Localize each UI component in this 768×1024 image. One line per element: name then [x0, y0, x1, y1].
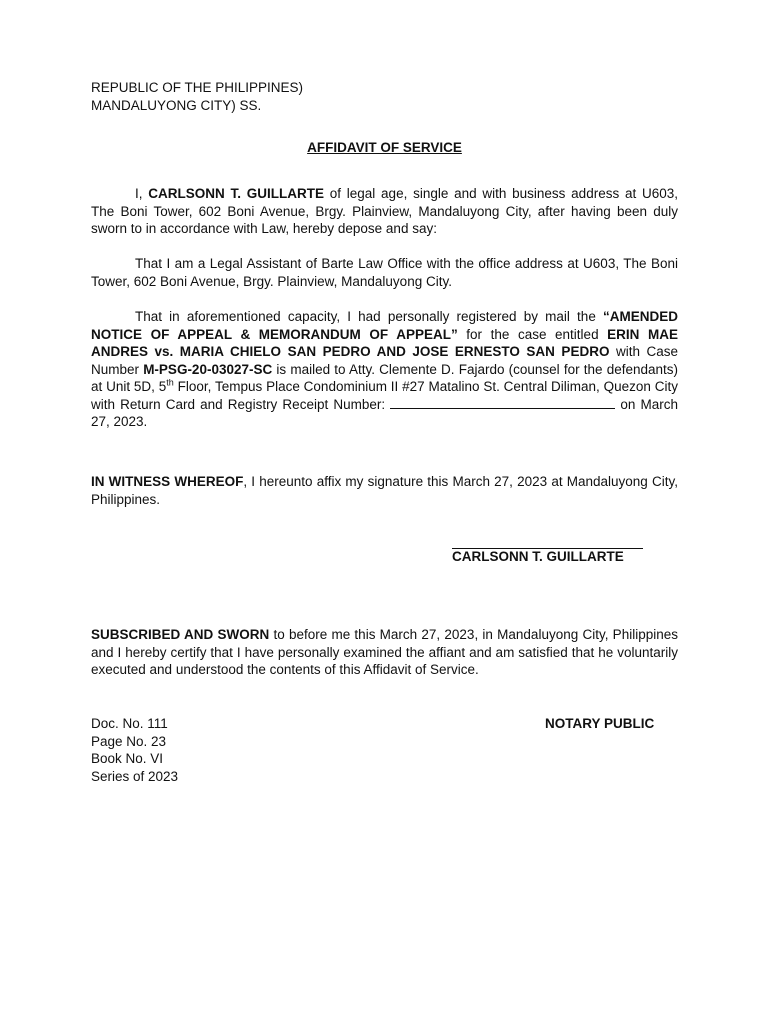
service-text-4: is mailed to Atty. Clemente D. Fajardo (counsel for the defendants) at Unit 5D, 5	[91, 361, 679, 394]
service-text-5: Floor, Tempus Place Condominium II #27 Matalino St. Central Diliman, Quezon City with Return Card and Registry Receipt Number:	[91, 379, 678, 412]
doc-number: Doc. No. 111	[91, 716, 168, 731]
intro-text-1: I,	[135, 186, 149, 201]
served-document-title: “AMENDED NOTICE OF APPEAL & MEMORANDUM OF APPEAL”	[91, 309, 678, 342]
affiant-name: CARLSONN T. GUILLARTE	[148, 186, 325, 201]
venue-heading	[91, 79, 303, 114]
ordinal-suffix: th	[166, 377, 174, 388]
notary-public-label: NOTARY PUBLIC	[545, 716, 655, 731]
jurat-heading: SUBSCRIBED AND SWORN	[91, 627, 270, 642]
service-text-6: on March 27, 2023.	[91, 396, 678, 429]
page-number: Page No. 23	[91, 733, 167, 749]
venue-line-republic: REPUBLIC OF THE PHILIPPINES)	[91, 80, 304, 95]
witness-text: , I hereunto affix my signature this March 27, 2023 at Mandaluyong City, Philippines.	[91, 474, 678, 507]
signatory-name: CARLSONN T. GUILLARTE	[452, 549, 624, 564]
jurat-text: to before me this March 27, 2023, in Mandaluyong City, Philippines and I hereby certify that I have personally examined the affiant and am satisfied that he voluntarily executed and understood the contents of this Affidavit of Service.	[91, 627, 678, 677]
jurat-paragraph	[91, 626, 678, 679]
service-text-2: for the case entitled	[457, 326, 608, 342]
series-year: Series of 2023	[91, 768, 179, 784]
case-number: M-PSG-20-03027-SC	[143, 361, 273, 377]
service-paragraph	[91, 308, 678, 431]
witness-paragraph	[91, 473, 678, 508]
venue-line-city: MANDALUYONG CITY) SS.	[91, 97, 262, 113]
intro-paragraph	[91, 185, 678, 238]
service-text-3: with Case Number	[91, 344, 679, 377]
book-number: Book No. VI	[91, 751, 164, 766]
capacity-paragraph: That I am a Legal Assistant of Barte Law Office with the office address at U603, The Boni Tower, 602 Boni Avenue, Brgy. Plainview, Mandaluyong City.	[91, 256, 678, 289]
affidavit-page	[91, 0, 678, 1024]
registry-number-blank	[390, 396, 615, 409]
intro-text-2: of legal age, single and with business address at U603, The Boni Tower, 602 Boni Avenue, Brgy. Plainview, Mandaluyong City, after having been duly sworn to in accordance with Law, hereby depose and say:	[91, 186, 678, 236]
document-title: AFFIDAVIT OF SERVICE	[307, 140, 462, 155]
witness-heading: IN WITNESS WHEREOF	[91, 474, 244, 489]
case-title: ERIN MAE ANDRES vs. MARIA CHIELO SAN PEDRO AND JOSE ERNESTO SAN PEDRO	[91, 326, 678, 359]
service-text-1: That in aforementioned capacity, I had personally registered by mail the	[135, 309, 603, 324]
notarial-register-info	[91, 715, 178, 785]
